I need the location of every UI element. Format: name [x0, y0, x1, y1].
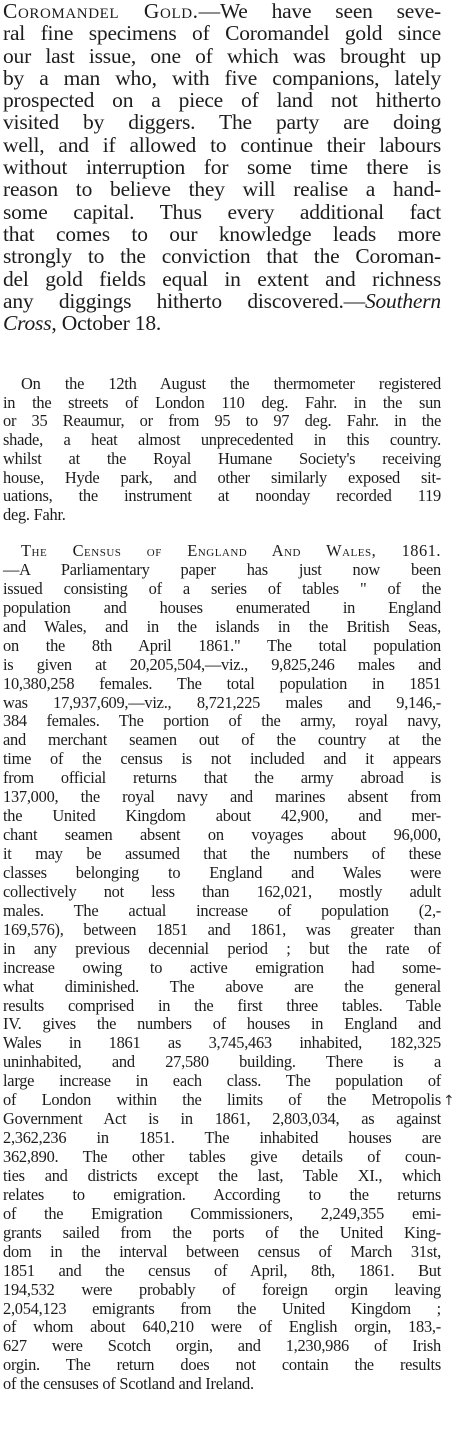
article-line: uations, the instrument at noonday recorded 119 [3, 486, 441, 506]
article-line: or 35 Reaumur, or from 95 to 97 deg. Fahr. in the [3, 411, 441, 431]
article-line: 10,380,258 females. The total population in 1851 [3, 673, 441, 693]
article-line: ties and districts except the last, Table XI., which [3, 1165, 441, 1185]
article-line: deg. Fahr. [3, 504, 66, 524]
article-line: visited by diggers. The party are doing [3, 110, 441, 135]
article-line [3, 0, 441, 22]
article-line: classes belonging to England and Wales were [3, 862, 441, 882]
article-line: del gold fields equal in extent and richness [3, 266, 441, 291]
article-line: without interruption for some time there is [3, 155, 441, 180]
article-line: of the Emigration Commissioners, 2,249,355 emi- [3, 1203, 441, 1223]
article-line: —A Parliamentary paper has just now been [3, 559, 441, 579]
article-line: issued consisting of a series of tables " of the [3, 578, 441, 598]
article-line: and merchant seamen out of the country at the [3, 730, 441, 750]
article-line: what diminished. The above are the general [3, 976, 441, 996]
article-line: of whom about 640,210 were of English orgin, 183,- [3, 1317, 441, 1337]
article-line [3, 290, 441, 312]
article-line: the United Kingdom about 42,900, and mer- [3, 806, 441, 826]
article-thermometer [3, 375, 441, 525]
article-line-text: any diggings hitherto discovered.— [3, 288, 365, 313]
article-line: of London within the limits of the Metropolis [3, 1090, 441, 1110]
article-line: increase owing to active emigration had some- [3, 957, 441, 977]
article-line: it may be assumed that the numbers of these [3, 844, 441, 863]
article-line: grants sailed from the ports of the United King- [3, 1222, 441, 1242]
article-line: collectively not less than 162,021, mostly adult [3, 881, 441, 901]
article-line: On the 12th August the thermometer registered [21, 374, 441, 393]
article-line: 362,890. The other tables give details of coun- [3, 1147, 441, 1166]
article-coromandel-gold [3, 0, 441, 334]
article-line: prospected on a piece of land not hitherto [3, 88, 441, 113]
article-line: population and houses enumerated in England [3, 597, 441, 617]
article-line: 137,000, the royal navy and marines absent from [3, 787, 441, 807]
article-line: reason to believe they will realise a hand- [3, 177, 441, 202]
article-line: some capital. Thus every additional fact [3, 199, 441, 224]
article-line [3, 312, 441, 334]
article-line: on the 8th April 1861." The total population [3, 635, 441, 655]
article-line: large increase in each class. The population of [3, 1071, 441, 1091]
article-line: in any previous decennial period ; but the rate of [3, 938, 441, 958]
article-line: time of the census is not included and it appears [3, 749, 441, 769]
article-line: well, and if allowed to continue their labours [3, 132, 441, 157]
article-line: that comes to our knowledge leads more [3, 221, 441, 246]
article-line: 2,054,123 emigrants from the United Kingdom ; [3, 1298, 441, 1318]
article-line: whilst at the Royal Humane Society's receiving [3, 448, 441, 468]
article-line: relates to emigration. According to the returns [3, 1184, 441, 1204]
article-line: dom in the interval between census of March 31st, [3, 1241, 441, 1261]
article-census [3, 542, 441, 1394]
article-line: strongly to the conviction that the Coroman- [3, 244, 441, 269]
article-line: chant seamen absent on voyages about 96,000, [3, 825, 441, 845]
article-line: orgin. The return does not contain the results [3, 1355, 441, 1375]
article-line: 194,532 were probably of foreign orgin leaving [3, 1279, 441, 1299]
article-line: shade, a heat almost unprecedented in this country. [3, 430, 441, 450]
article-line: from official returns that the army abroad is [3, 768, 441, 788]
article-line: of the censuses of Scotland and Ireland. [3, 1374, 254, 1394]
article-line: 2,362,236 in 1851. The inhabited houses are [3, 1128, 441, 1148]
article-line: uninhabited, and 27,580 building. There is a [3, 1052, 441, 1072]
article-line-rest: —We have seen seve- [198, 0, 442, 23]
article-line: our last issue, one of which was brought up [3, 43, 441, 68]
article-line: results comprised in the first three tables. Table [3, 995, 441, 1015]
headline-coromandel-gold: Coromandel Gold. [3, 0, 199, 23]
article-line: is given at 20,205,504,—viz., 9,825,246 males and [3, 654, 441, 674]
article-line: 384 females. The portion of the army, royal navy, [3, 711, 441, 731]
article-line: by a man who, with five companions, lately [3, 65, 441, 90]
article-line: 169,576), between 1851 and 1861, was greater than [3, 919, 441, 939]
margin-arrow-mark: ↑ [443, 1093, 455, 1109]
article-line: was 17,937,609,—viz., 8,721,225 males and 9,146,- [3, 692, 441, 712]
article-line: 1851 and the census of April, 8th, 1861. But [3, 1260, 441, 1280]
source-attribution-cont: Cross [3, 311, 52, 336]
article-line: house, Hyde park, and other similarly exposed sit- [3, 467, 441, 487]
article-line: IV. gives the numbers of houses in England and [3, 1014, 441, 1034]
article-line: ral fine specimens of Coromandel gold since [3, 21, 441, 46]
article-line: Government Act is in 1861, 2,803,034, as against [3, 1109, 441, 1129]
article-line: in the streets of London 110 deg. Fahr. in the sun [3, 392, 441, 412]
article-date: , October 18. [51, 311, 162, 336]
article-line: males. The actual increase of population (2,- [3, 900, 441, 920]
article-line: Wales in 1861 as 3,745,463 inhabited, 182,325 [3, 1033, 441, 1053]
article-line: 627 were Scotch orgin, and 1,230,986 of Irish [3, 1336, 441, 1356]
headline-census: The Census of England And Wales, 1861. [21, 541, 441, 560]
source-attribution: Southern [364, 288, 441, 313]
article-line: and Wales, and in the islands in the British Seas, [3, 616, 441, 636]
